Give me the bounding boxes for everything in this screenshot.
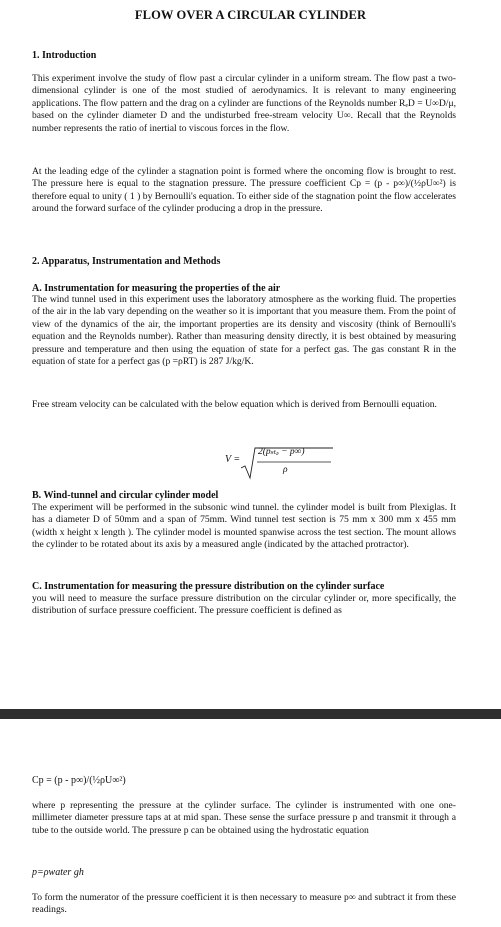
section-c-paragraph-1: you will need to measure the surface pressure distribution on the circular cylinder or, more specifically, the distribution of surface pressure coefficient. The pressure coefficient is defined as	[32, 593, 456, 617]
section-a-heading: A. Instrumentation for measuring the properties of the air	[32, 283, 281, 294]
hydrostatic-equation: p=ρwater gh	[32, 867, 84, 878]
section-c-paragraph-2: where p representing the pressure at the cylinder surface. The cylinder is instrumented with one one-millimeter diameter pressure taps at at mid span. These sense the surface pressure p and transmit it through a tube to the outside world. The pressure p can be obtained using the hydrostatic equation	[32, 800, 456, 836]
formula-lhs: V =	[225, 454, 241, 465]
section-b-heading: B. Wind-tunnel and circular cylinder model	[32, 490, 219, 501]
intro-paragraph-2: At the leading edge of the cylinder a stagnation point is formed where the oncoming flow is brought to rest. The pressure here is equal to the stagnation pressure. The pressure coefficient Cp = (p - p∞)/(½ρU∞²) is therefore equal to unity ( 1 ) by Bernoulli's equation. To either side of the stagnation point the flow accelerates around the forward surface of the cylinder producing a drop in the pressure.	[32, 166, 456, 215]
velocity-formula	[225, 446, 335, 480]
methods-heading: 2. Apparatus, Instrumentation and Methods	[32, 256, 221, 267]
section-c-heading: C. Instrumentation for measuring the pressure distribution on the cylinder surface	[32, 581, 385, 592]
intro-heading: 1. Introduction	[32, 50, 97, 61]
section-a-paragraph-2: Free stream velocity can be calculated with the below equation which is derived from Bernoulli equation.	[32, 399, 437, 410]
formula-numerator: 2(pₛₜₔ − p∞)	[258, 447, 305, 457]
page-divider	[0, 709, 501, 719]
intro-paragraph-1: This experiment involve the study of flow past a circular cylinder in a uniform stream. The flow past a two-dimensional cylinder is one of the most studied of aerodynamics. It is relevant to many engineering applications. The flow pattern and the drag on a cylinder are functions of the Reynolds number RₑD = U∞D/μ, based on the cylinder diameter D and the undisturbed free-stream velocity U∞. Recall that the Reynolds number represents the ratio of inertial to viscous forces in the flow.	[32, 73, 456, 134]
pressure-coefficient-equation: Cp = (p - p∞)/(½ρU∞²)	[32, 775, 126, 786]
formula-denominator: ρ	[283, 465, 288, 475]
document-title: FLOW OVER A CIRCULAR CYLINDER	[134, 8, 367, 22]
section-b-paragraph-1: The experiment will be performed in the subsonic wind tunnel. the cylinder model is built from Plexiglas. It has a diameter D of 50mm and a span of 75mm. Wind tunnel test section is 75 mm x 300 mm x 455 mm (width x height x length ). The cylinder model is mounted spanwise across the test section. The mount allows the cylinder to be rotated about its axis by a measured angle (indicated by the attached protractor).	[32, 502, 456, 551]
section-a-paragraph-1: The wind tunnel used in this experiment uses the laboratory atmosphere as the working fluid. The properties of the air in the lab vary depending on the weather so it is important that you measure them. From the point of view of the dynamics of the air, the important properties are its density and viscosity (think of Bernoulli's equation and the Reynolds number). Rather than measuring density directly, it is best obtained by measuring pressure and temperature and then using the equation of state for a perfect gas. The gas constant R in the equation of state for a perfect gas (p =ρRT) is 287 J/kg/K.	[32, 294, 456, 368]
section-c-paragraph-3: To form the numerator of the pressure coefficient it is then necessary to measure p∞ and subtract it from these readings.	[32, 892, 456, 916]
